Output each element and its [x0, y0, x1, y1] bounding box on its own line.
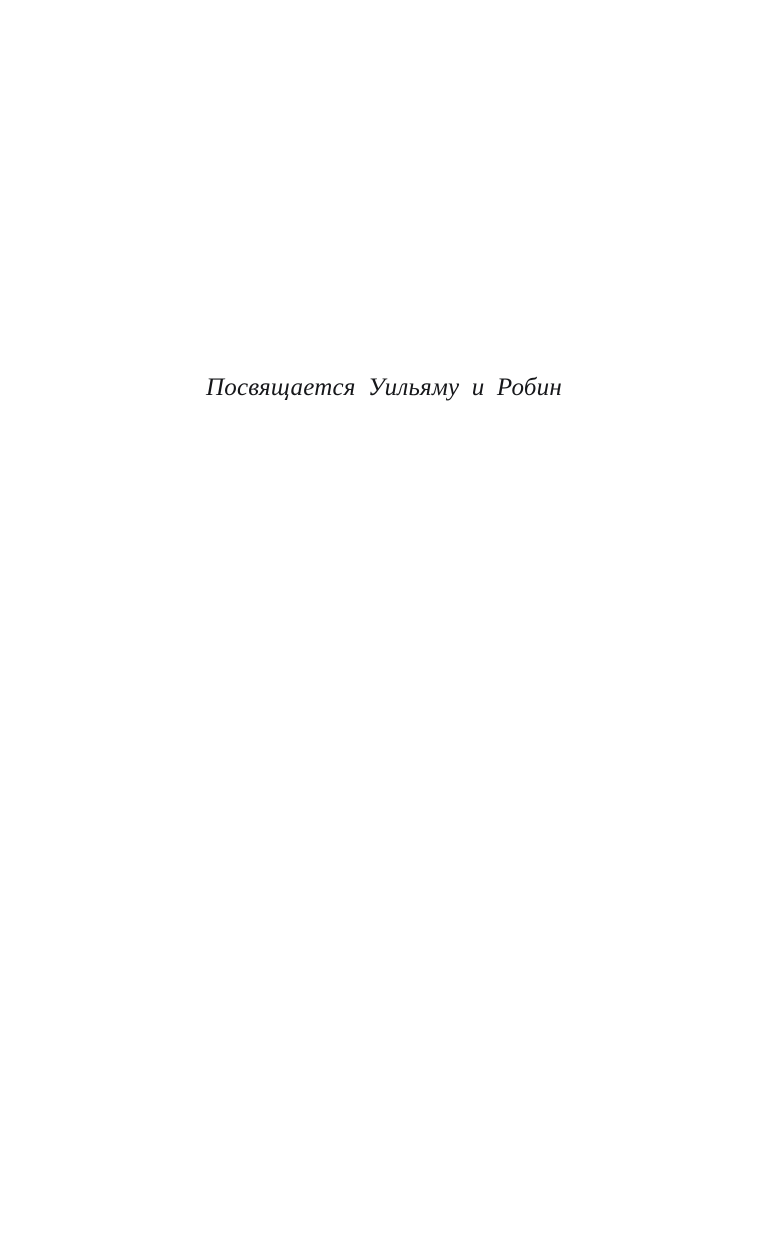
dedication-text: Посвящается Уильяму и Робин	[206, 374, 562, 401]
